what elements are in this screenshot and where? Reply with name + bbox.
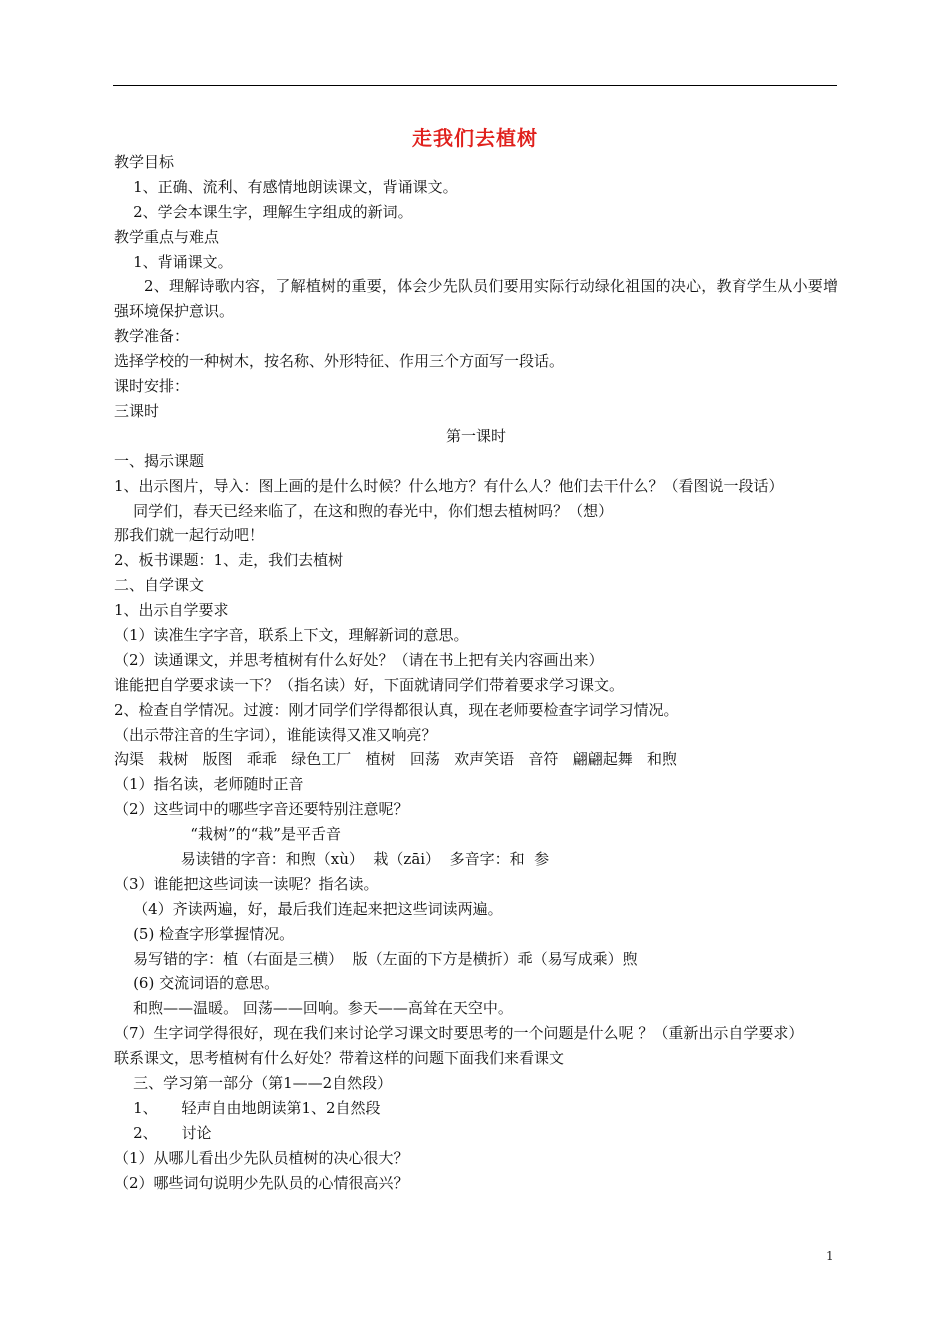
text-line: （4）齐读两遍，好，最后我们连起来把这些词读两遍。 bbox=[114, 899, 503, 918]
text-line: （出示带注音的生字词），谁能读得又准又响亮？ bbox=[114, 725, 437, 744]
text-line: 2、检查自学情况。过渡：刚才同学们学得都很认真，现在老师要检查字词学习情况。 bbox=[114, 700, 679, 719]
text-line: 教学准备： bbox=[114, 327, 190, 346]
text-line: （1）读准生字字音，联系上下文，理解新词的意思。 bbox=[114, 625, 469, 644]
text-line: 2、学会本课生字，理解生字组成的新词。 bbox=[114, 202, 413, 221]
text-line: （3）谁能把这些词读一读呢？指名读。 bbox=[114, 874, 379, 893]
text-paragraph: （7）生字词学得很好，现在我们来讨论学习课文时要思考的一个问题是什么呢 ？（重新出示自学要求） bbox=[114, 1024, 804, 1043]
text-line: 1、出示自学要求 bbox=[114, 601, 229, 620]
text-line: 1、背诵课文。 bbox=[114, 252, 233, 271]
text-line: 易写错的字：植（右面是三横） 版（左面的下方是横折）乖（易写成乘）煦 bbox=[114, 949, 638, 968]
vocabulary-line: 沟渠 栽树 版图 乖乖 绿色工厂 植树 回荡 欢声笑语 音符 翩翩起舞 和煦 bbox=[114, 750, 678, 769]
text-line: 1、出示图片，导入：图上画的是什么时候？什么地方？有什么人？他们去干什么？（看图说一段话） bbox=[114, 476, 784, 495]
text-line: （2）这些词中的哪些字音还要特别注意呢？ bbox=[114, 800, 409, 819]
text-line: 1、正确、流利、有感情地朗读课文，背诵课文。 bbox=[114, 177, 458, 196]
text-line: 谁能把自学要求读一下？（指名读）好，下面就请同学们带着要求学习课文。 bbox=[114, 675, 625, 694]
text-line: 三、学习第一部分（第1——2自然段） bbox=[114, 1074, 393, 1092]
text-line: （1）从哪儿看出少先队员植树的决心很大？ bbox=[114, 1148, 409, 1167]
text-line: 易读错的字音：和煦（xù） 栽（zāi） 多音字：和 参 bbox=[114, 849, 550, 868]
text-line: 和煦——温暖。 回荡——回响。参天——高耸在天空中。 bbox=[114, 999, 513, 1018]
text-line: 二、自学课文 bbox=[114, 576, 205, 595]
text-line: （2）哪些词句说明少先队员的心情很高兴？ bbox=[114, 1173, 409, 1192]
text-paragraph: 2、理解诗歌内容，了解植树的重要，体会少先队员们要用实际行动绿化祖国的决心，教育学生从小要增强环境保护意识。 bbox=[114, 277, 838, 321]
text-line: 课时安排： bbox=[114, 377, 190, 396]
text-line: （2）读通课文，并思考植树有什么好处？（请在书上把有关内容画出来） bbox=[114, 650, 604, 669]
text-line: （1）指名读，老师随时正音 bbox=[114, 775, 304, 794]
text-line: 教学重点与难点 bbox=[114, 227, 220, 246]
page-number: 1 bbox=[826, 1249, 834, 1263]
text-line: 选择学校的一种树木，按名称、外形特征、作用三个方面写一段话。 bbox=[114, 352, 565, 371]
text-line: 那我们就一起行动吧！ bbox=[114, 526, 265, 545]
document-title: 走我们去植树 bbox=[412, 126, 538, 150]
text-line: 同学们，春天已经来临了，在这和煦的春光中，你们想去植树吗？（想） bbox=[114, 501, 614, 520]
section-heading: 第一课时 bbox=[445, 426, 506, 445]
text-line: “栽树”的“栽”是平舌音 bbox=[114, 825, 341, 844]
text-line: 2、 讨论 bbox=[114, 1123, 212, 1142]
text-line: 联系课文，思考植树有什么好处？带着这样的问题下面我们来看课文 bbox=[114, 1049, 565, 1068]
text-line: (6) 交流词语的意思。 bbox=[114, 974, 280, 993]
header-rule bbox=[113, 85, 837, 86]
text-line: 2、板书课题：1、走，我们去植树 bbox=[114, 551, 344, 570]
text-line: 1、 轻声自由地朗读第1、2自然段 bbox=[114, 1098, 381, 1117]
text-line: (5) 检查字形掌握情况。 bbox=[114, 924, 295, 943]
text-line: 教学目标 bbox=[114, 153, 175, 171]
document-body bbox=[114, 150, 838, 1195]
text-line: 三课时 bbox=[114, 401, 160, 420]
text-line: 一、揭示课题 bbox=[114, 451, 205, 470]
